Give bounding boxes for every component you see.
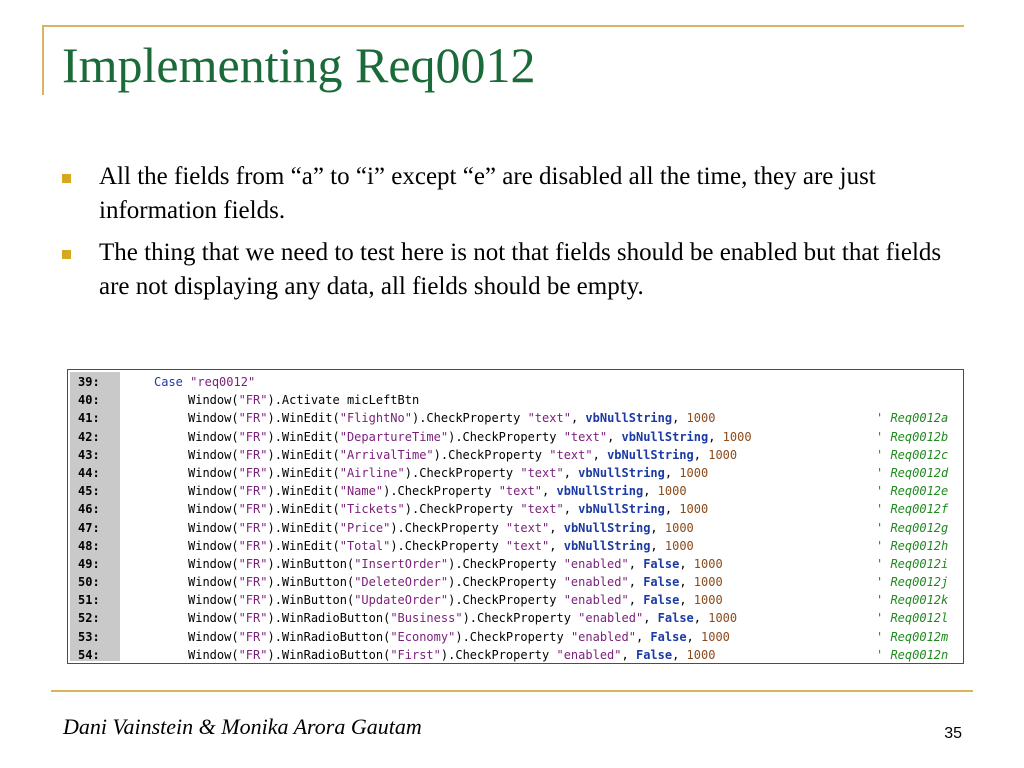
code-line: [70, 428, 961, 446]
code-text: Window("FR").WinButton("UpdateOrder").CheckProperty "enabled", False, 1000: [188, 593, 723, 608]
code-text: Window("FR").WinButton("InsertOrder").CheckProperty "enabled", False, 1000: [188, 556, 723, 571]
square-bullet-icon: [62, 174, 71, 183]
line-number: 50:: [78, 575, 100, 590]
code-line: [70, 555, 961, 573]
code-line: [70, 409, 961, 427]
code-text: Window("FR").WinRadioButton("Economy").CheckProperty "enabled", False, 1000: [188, 629, 730, 644]
line-number: 54:: [78, 647, 100, 662]
code-text: Window("FR").WinRadioButton("Business").CheckProperty "enabled", False, 1000: [188, 611, 738, 626]
code-line: [70, 573, 961, 591]
line-number: 43:: [78, 447, 100, 462]
code-text: Window("FR").WinEdit("FlightNo").CheckProperty "text", vbNullString, 1000: [188, 411, 716, 426]
code-comment: ' Req0012d: [876, 465, 949, 480]
code-comment: ' Req0012b: [876, 429, 949, 444]
code-listing: [67, 369, 964, 664]
code-comment: ' Req0012a: [876, 411, 949, 426]
code-text: Window("FR").WinEdit("Tickets").CheckProperty "text", vbNullString, 1000: [188, 502, 709, 517]
top-accent-rule: [42, 25, 964, 27]
code-text: Window("FR").WinEdit("Name").CheckProperty "text", vbNullString, 1000: [188, 484, 687, 499]
code-text: Window("FR").WinEdit("ArrivalTime").CheckProperty "text", vbNullString, 1000: [188, 447, 738, 462]
line-number: 44:: [78, 465, 100, 480]
code-text: Window("FR").WinButton("DeleteOrder").CheckProperty "enabled", False, 1000: [188, 575, 723, 590]
code-comment: ' Req0012i: [876, 556, 949, 571]
code-lines: [70, 373, 961, 664]
line-number: 47:: [78, 520, 100, 535]
code-text: Window("FR").Activate micLeftBtn: [188, 393, 420, 408]
line-number: 51:: [78, 593, 100, 608]
footer-author: Dani Vainstein & Monika Arora Gautam: [63, 714, 422, 739]
code-line: [70, 537, 961, 555]
code-text: Window("FR").WinEdit("Airline").CheckProperty "text", vbNullString, 1000: [188, 465, 709, 480]
line-number: 53:: [78, 629, 100, 644]
line-number: 52:: [78, 611, 100, 626]
square-bullet-icon: [62, 250, 71, 259]
code-comment: ' Req0012n: [876, 647, 949, 662]
code-comment: ' Req0012e: [876, 484, 949, 499]
code-line: [70, 373, 961, 391]
line-number: 48:: [78, 538, 100, 553]
code-line: [70, 646, 961, 664]
page-number: 35: [944, 725, 962, 742]
code-line: [70, 500, 961, 518]
slide-title: Implementing Req0012: [62, 37, 536, 93]
code-comment: ' Req0012f: [876, 502, 949, 517]
code-comment: ' Req0012m: [876, 629, 949, 644]
code-line: [70, 391, 961, 409]
code-line: [70, 482, 961, 500]
code-comment: ' Req0012h: [876, 538, 949, 553]
line-number: 49:: [78, 556, 100, 571]
bullet-item: [62, 160, 962, 228]
code-comment: ' Req0012k: [876, 593, 949, 608]
bullet-text: All the fields from “a” to “i” except “e” are disabled all the time, they are just information fields.: [99, 163, 876, 224]
code-comment: ' Req0012l: [876, 611, 949, 626]
code-line: [70, 464, 961, 482]
code-text: Case "req0012": [154, 375, 256, 389]
code-comment: ' Req0012c: [876, 447, 949, 462]
left-accent-rule: [42, 25, 44, 95]
line-number: 46:: [78, 502, 100, 517]
line-number: 39:: [78, 375, 100, 389]
line-number: 40:: [78, 393, 100, 408]
line-number: 41:: [78, 411, 100, 426]
code-line: [70, 519, 961, 537]
line-number: 45:: [78, 484, 100, 499]
code-text: Window("FR").WinEdit("Total").CheckProperty "text", vbNullString, 1000: [188, 538, 694, 553]
code-comment: ' Req0012j: [876, 575, 949, 590]
code-line: [70, 628, 961, 646]
code-text: Window("FR").WinEdit("DepartureTime").CheckProperty "text", vbNullString, 1000: [188, 429, 752, 444]
code-comment: ' Req0012g: [876, 520, 949, 535]
code-line: [70, 591, 961, 609]
code-text: Window("FR").WinEdit("Price").CheckProperty "text", vbNullString, 1000: [188, 520, 694, 535]
bullet-list: [62, 160, 962, 312]
code-text: Window("FR").WinRadioButton("First").CheckProperty "enabled", False, 1000: [188, 647, 716, 662]
line-number: 42:: [78, 429, 100, 444]
code-line: [70, 446, 961, 464]
bullet-item: [62, 236, 962, 304]
footer-rule: [51, 690, 973, 692]
bullet-text: The thing that we need to test here is not that fields should be enabled but that fields are not displaying any data, all fields should be empty.: [99, 239, 942, 300]
code-line: [70, 609, 961, 627]
